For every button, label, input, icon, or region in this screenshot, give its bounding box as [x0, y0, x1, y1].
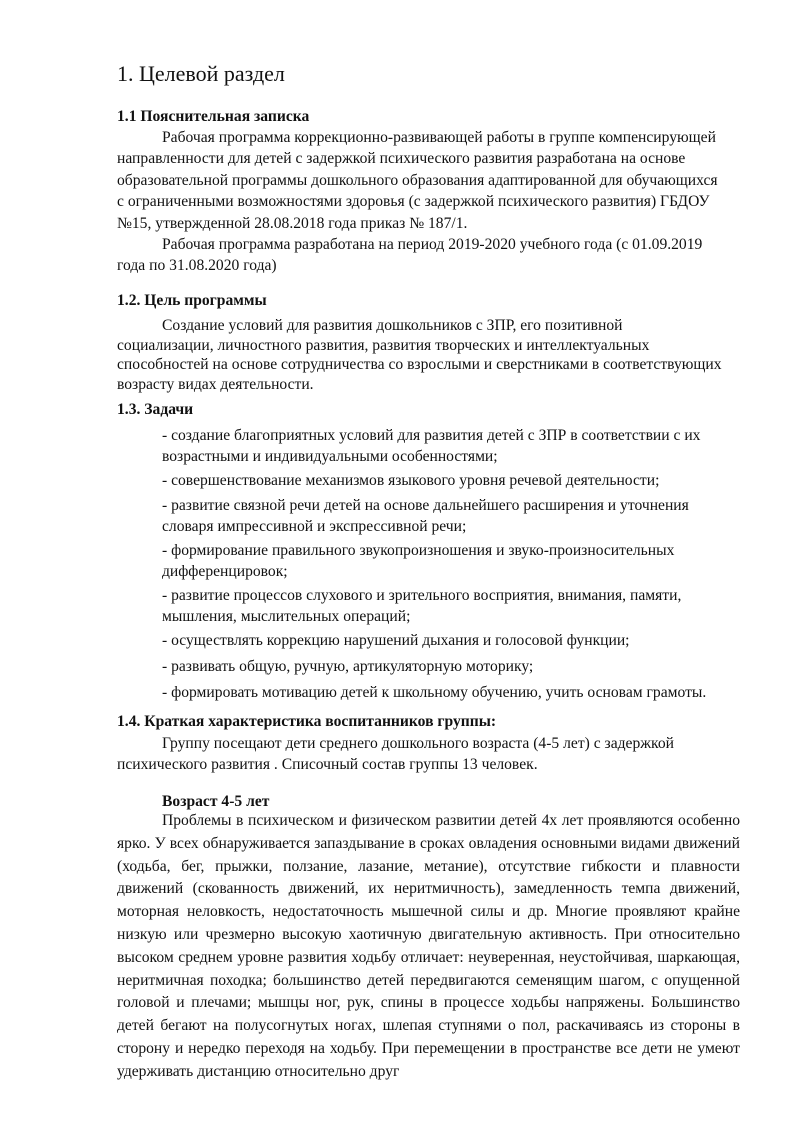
- paragraph-program-goal: [117, 316, 740, 394]
- text-line: способностей на основе сотрудничества со взрослыми и сверстниками в соответствующих: [117, 356, 722, 373]
- text-line: возрастными и индивидуальными особенностями;: [162, 448, 498, 466]
- paragraph-program-period: [117, 234, 740, 277]
- heading-explanatory-note: 1.1 Пояснительная записка: [117, 108, 310, 125]
- paragraph-age-4-5-description: Проблемы в психическом и физическом развитии детей 4х лет проявляются особенно ярко. У всех обнаруживается запаздывание в сроках овладения основными видами движений (ходьба, бег, прыжки, ползание, лазание, метание), отсутствие гибкости и плавности движений (скованность движений, их неритмичность), замедленность темпа движений, моторная неловкость, недостаточность мышечной силы и др. Многие проявляют крайне низкую или чрезмерно высокую хаотичную двигательную активность. При относительно высоком среднем уровне развития ходьбу отличает: неуверенная, неустойчивая, шаркающая, неритмичная походка; большинство детей передвигаются семенящим шагом, с опущенной головой и плечами; мышцы ног, рук, спины в процессе ходьбы напряжены. Большинство детей бегают на полусогнутых ногах, шлепая ступнями о пол, раскачиваясь из стороны в сторону и нередко переходя на ходьбу. При перемещении в пространстве все дети не умеют удерживать дистанцию относительно друг: [117, 812, 740, 1080]
- text-line: дифференцировок;: [162, 563, 288, 581]
- text-line: Рабочая программа коррекционно-развивающей работы в группе компенсирующей: [162, 129, 716, 146]
- text-line: - формировать мотивацию детей к школьному обучению, учить основам грамоты.: [162, 684, 707, 701]
- text-line: - формирование правильного звукопроизношения и звуко-произносительных: [162, 542, 675, 559]
- heading-tasks: 1.3. Задачи: [117, 401, 194, 418]
- text-line: образовательной программы дошкольного образования адаптированной для обучающихся: [117, 171, 718, 189]
- paragraph-explanatory-note: [117, 127, 740, 234]
- text-line: Рабочая программа разработана на период 2019-2020 учебного года (с 01.09.2019: [162, 236, 703, 253]
- text-line: года по 31.08.2020 года): [117, 257, 277, 275]
- task-item-3: [162, 495, 740, 538]
- task-item-6: [162, 630, 740, 651]
- text-line: - развивать общую, ручную, артикуляторную моторику;: [162, 658, 534, 675]
- heading-age-4-5: Возраст 4-5 лет: [162, 793, 270, 810]
- text-line: - совершенствование механизмов языкового уровня речевой деятельности;: [162, 472, 660, 489]
- task-item-2: [162, 470, 740, 491]
- heading-program-goal: 1.2. Цель программы: [117, 292, 267, 309]
- text-line: - развитие связной речи детей на основе дальнейшего расширения и уточнения: [162, 497, 689, 514]
- heading-group-characteristics: 1.4. Краткая характеристика воспитанников группы:: [117, 713, 497, 730]
- text-line: - создание благоприятных условий для развития детей с ЗПР в соответствии с их: [162, 427, 701, 444]
- text-line: возрасту видах деятельности.: [117, 375, 314, 393]
- text-line: Создание условий для развития дошкольников с ЗПР, его позитивной: [162, 317, 623, 334]
- text-line: словаря импрессивной и экспрессивной речи;: [162, 518, 467, 536]
- task-item-8: [162, 682, 740, 703]
- text-line: социализации, личностного развития, развития творческих и интеллектуальных: [117, 336, 650, 354]
- text-line: №15, утвержденной 28.08.2018 года приказ № 187/1.: [117, 214, 468, 232]
- section-title: 1. Целевой раздел: [117, 61, 285, 86]
- text-line: - развитие процессов слухового и зрительного восприятия, внимания, памяти,: [162, 587, 682, 604]
- text-line: - осуществлять коррекцию нарушений дыхания и голосовой функции;: [162, 632, 630, 649]
- text-line: направленности для детей с задержкой психического развития разработана на основе: [117, 150, 686, 168]
- text-line: психического развития . Списочный состав группы 13 человек.: [117, 756, 538, 774]
- text-line: мышления, мыслительных операций;: [162, 608, 411, 626]
- task-item-1: [162, 425, 740, 468]
- task-item-5: [162, 585, 740, 628]
- task-item-7: [162, 656, 740, 677]
- text-line: с ограниченными возможностями здоровья (с задержкой психического развития) ГБДОУ: [117, 193, 710, 211]
- task-item-4: [162, 540, 740, 583]
- text-line: Группу посещают дети среднего дошкольного возраста (4-5 лет) с задержкой: [162, 735, 674, 752]
- paragraph-group-composition: [117, 733, 740, 776]
